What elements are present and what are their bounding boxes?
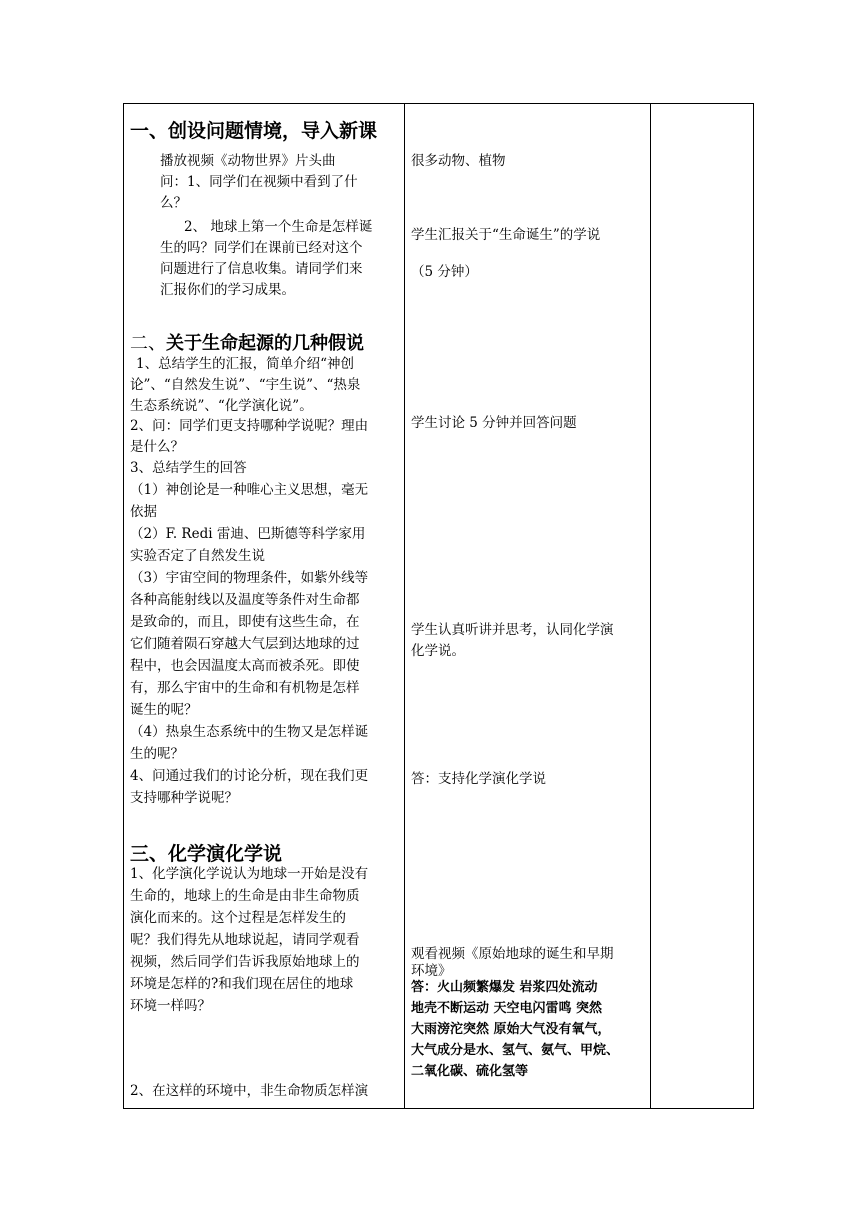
s2-p4-l1: （1）神创论是一种唯心主义思想，毫无 — [130, 482, 369, 498]
s3-p1-l5: 视频，然后同学们告诉我原始地球上的 — [130, 954, 360, 970]
response-8-l5: 二氧化碳、硫化氢等 — [411, 1064, 529, 1079]
s3-p1-l3: 演化而来的。这个过程是怎样发生的 — [130, 910, 346, 926]
s2-p6-l5: 程中，也会因温度太高而被杀死。即使 — [130, 658, 360, 674]
s2-p1-l1: 1、总结学生的汇报，简单介绍“神创 — [136, 356, 354, 372]
section2-heading-text: 关于生命起源的几种假说 — [166, 333, 364, 354]
s3-p1-l6: 环境是怎样的?和我们现在居住的地球 — [130, 976, 354, 992]
question-2-cont2: 问题进行了信息收集。请同学们来 — [160, 261, 363, 277]
response-6: 答：支持化学演化学说 — [411, 771, 546, 787]
s2-p6-l1: （3）宇宙空间的物理条件，如紫外线等 — [130, 570, 369, 586]
s2-p8-l1: 4、问通过我们的讨论分析，现在我们更 — [130, 768, 369, 784]
response-5-l1: 学生认真听讲并思考，认同化学演 — [411, 622, 614, 638]
s3-p1-l1: 1、化学演化学说认为地球一开始是没有 — [130, 866, 369, 882]
response-8-l1: 答：火山频繁爆发 岩浆四处流动 — [411, 980, 598, 995]
notes-column — [651, 104, 753, 1108]
s2-p6-l6: 有，那么宇宙中的生命和有机物是怎样 — [130, 680, 360, 696]
section2-heading — [130, 329, 364, 355]
response-4: 学生讨论 5 分钟并回答问题 — [411, 415, 577, 431]
s2-p6-l3: 是致命的，而且，即使有这些生命，在 — [130, 614, 360, 630]
s2-p7-l1: （4）热泉生态系统中的生物又是怎样诞 — [130, 724, 369, 740]
response-8-l4: 大气成分是水、氢气、氨气、甲烷、 — [411, 1043, 620, 1058]
s2-p6-l7: 诞生的呢？ — [130, 702, 198, 718]
s2-p7-l2: 生的呢？ — [130, 746, 184, 762]
question-1-cont: 么？ — [160, 195, 187, 211]
s2-p5-l2: 实验否定了自然发生说 — [130, 548, 265, 564]
section3-heading: 三、化学演化学说 — [130, 843, 283, 865]
s2-p2-l2: 是什么？ — [130, 439, 184, 455]
response-3: （5 分钟） — [411, 264, 478, 280]
s3-p1-l4: 呢？我们得先从地球说起，请同学观看 — [130, 932, 360, 948]
s2-p2-l1: 2、问：同学们更支持哪种学说呢？理由 — [130, 418, 369, 434]
response-2: 学生汇报关于“生命诞生”的学说 — [411, 227, 601, 243]
s3-p1-l7: 环境一样吗？ — [130, 998, 211, 1014]
s3-p1-l2: 生命的，地球上的生命是由非生命物质 — [130, 888, 360, 904]
section1-heading: 一、创设问题情境，导入新课 — [130, 120, 378, 142]
s2-p6-l4: 它们随着陨石穿越大气层到达地球的过 — [130, 636, 360, 652]
s2-p5-l1: （2）F. Redi 雷迪、巴斯德等科学家用 — [130, 526, 366, 542]
question-2: 2、 地球上第一个生命是怎样诞 — [184, 219, 373, 235]
response-7-l2: 环境》 — [411, 963, 452, 979]
s2-p1-l2: 论”、“自然发生说”、“宇生说”、“热泉 — [130, 377, 361, 393]
s2-p4-l2: 依据 — [130, 504, 157, 520]
video-line: 播放视频《动物世界》片头曲 — [160, 153, 336, 169]
response-5-l2: 化学说。 — [411, 643, 465, 659]
response-8-l3: 大雨滂沱突然 原始大气没有氧气， — [411, 1022, 611, 1037]
section2-heading-prefix: 二、 — [130, 333, 166, 354]
s3-p2: 2、在这样的环境中，非生命物质怎样演 — [130, 1083, 369, 1099]
question-2-cont1: 生的吗？同学们在课前已经对这个 — [160, 240, 363, 256]
question-1: 问：1、同学们在视频中看到了什 — [160, 174, 358, 190]
s2-p6-l2: 各种高能射线以及温度等条件对生命都 — [130, 592, 360, 608]
lesson-plan-table — [123, 103, 754, 1109]
response-8-l2: 地壳不断运动 天空电闪雷鸣 突然 — [411, 1001, 603, 1016]
s2-p1-l3: 生态系统说”、“化学演化说”。 — [130, 398, 313, 414]
question-2-cont3: 汇报你们的学习成果。 — [160, 282, 295, 298]
response-1: 很多动物、植物 — [411, 153, 506, 169]
s2-p8-l2: 支持哪种学说呢？ — [130, 790, 238, 806]
response-7-l1: 观看视频《原始地球的诞生和早期 — [411, 946, 614, 962]
s2-p3: 3、总结学生的回答 — [130, 460, 247, 476]
